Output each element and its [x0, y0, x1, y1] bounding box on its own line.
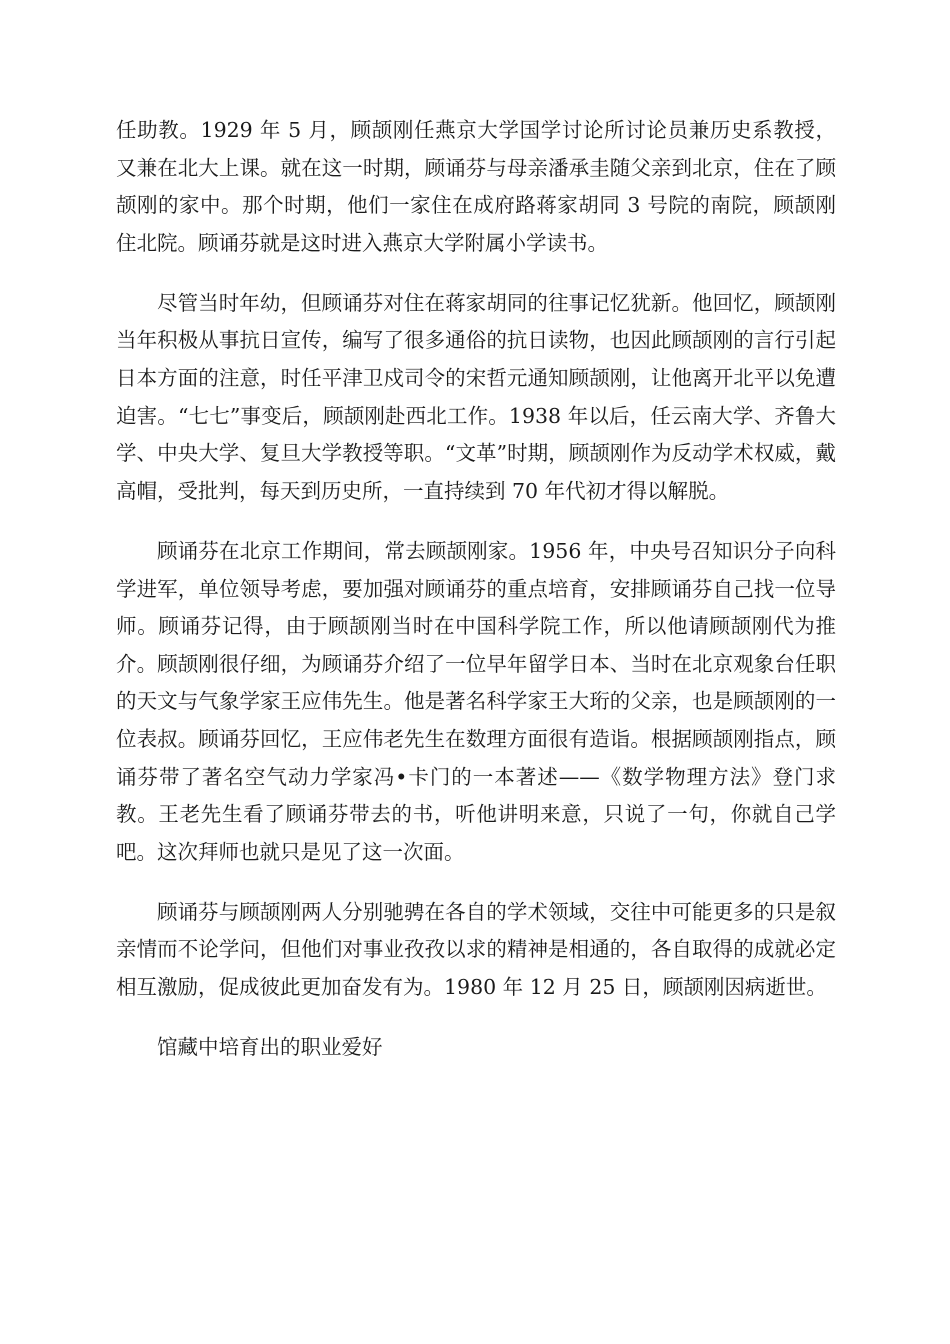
document-page	[116, 112, 836, 1067]
paragraph-3: 顾诵芬在北京工作期间，常去顾颉刚家。1956 年，中央号召知识分子向科学进军，单位领导考虑，要加强对顾诵芬的重点培育，安排顾诵芬自己找一位导师。顾诵芬记得，由于顾颉刚当时在中国科学院工作，所以他请顾颉刚代为推介。顾颉刚很仔细，为顾诵芬介绍了一位早年留学日本、当时在北京观象台任职的天文与气象学家王应伟先生。他是著名科学家王大珩的父亲，也是顾颉刚的一位表叔。顾诵芬回忆，王应伟老先生在数理方面很有造诣。根据顾颉刚指点，顾诵芬带了著名空气动力学家冯•卡门的一本著述——《数学物理方法》登门求教。王老先生看了顾诵芬带去的书，听他讲明来意，只说了一句，你就自己学吧。这次拜师也就只是见了这一次面。	[116, 538, 836, 864]
section-heading: 馆藏中培育出的职业爱好	[157, 1035, 383, 1060]
paragraph-2: 尽管当时年幼，但顾诵芬对住在蒋家胡同的往事记忆犹新。他回忆，顾颉刚当年积极从事抗日宣传，编写了很多通俗的抗日读物，也因此顾颉刚的言行引起日本方面的注意，时任平津卫戍司令的宋哲元通知顾颉刚，让他离开北平以免遭迫害。“七七”事变后，顾颉刚赴西北工作。1938 年以后，任云南大学、齐鲁大学、中央大学、复旦大学教授等职。“文革”时期，顾颉刚作为反动学术权威，戴高帽，受批判，每天到历史所，一直持续到 70 年代初才得以解脱。	[116, 290, 836, 503]
paragraph-1: 任助教。1929 年 5 月，顾颉刚任燕京大学国学讨论所讨论员兼历史系教授，又兼在北大上课。就在这一时期，顾诵芬与母亲潘承圭随父亲到北京，住在了顾颉刚的家中。那个时期，他们一家住在成府路蒋家胡同 3 号院的南院，顾颉刚住北院。顾诵芬就是这时进入燕京大学附属小学读书。	[116, 118, 836, 255]
paragraph-4: 顾诵芬与顾颉刚两人分别驰骋在各自的学术领域，交往中可能更多的只是叙亲情而不论学问，但他们对事业孜孜以求的精神是相通的，各自取得的成就必定相互激励，促成彼此更加奋发有为。1980 年 12 月 25 日，顾颉刚因病逝世。	[116, 899, 836, 999]
